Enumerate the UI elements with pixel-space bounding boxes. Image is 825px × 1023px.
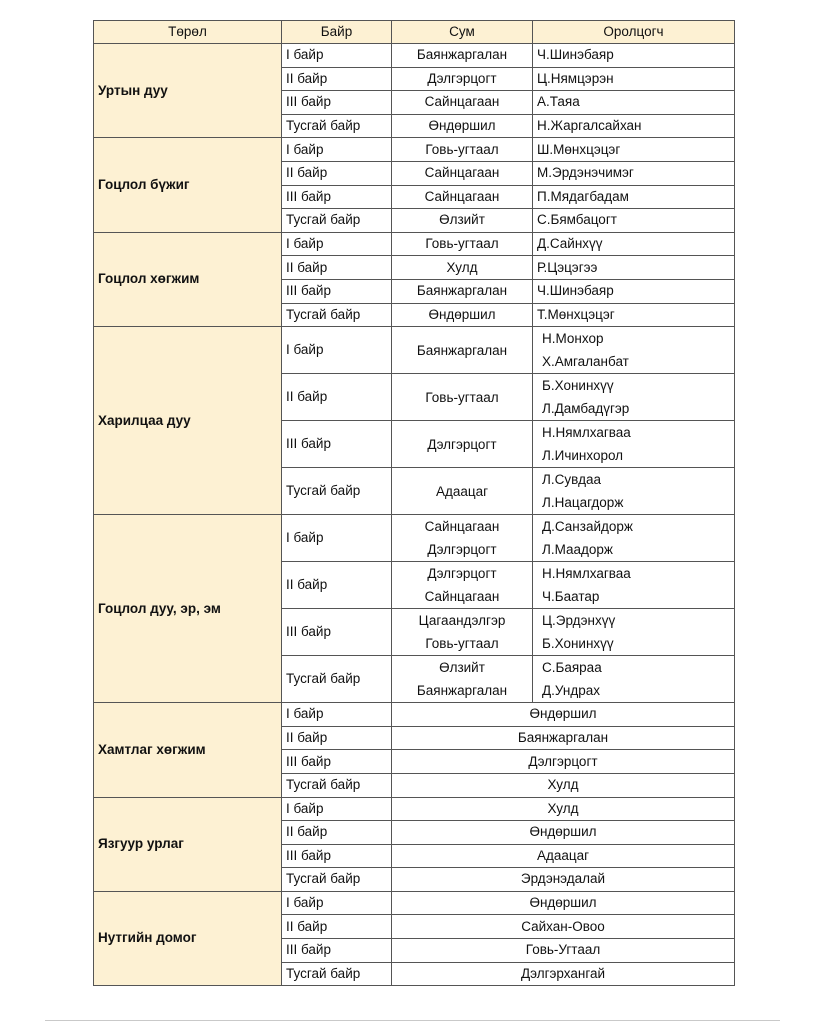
part-stack <box>537 609 730 655</box>
results-body <box>94 44 735 986</box>
sum-stack <box>396 468 528 514</box>
participant-cell: М.Эрдэнэчимэг <box>533 161 735 185</box>
participant-line: Н.Нямлхагваа <box>542 425 631 441</box>
sum-cell: Баянжаргалан <box>392 279 533 303</box>
sum-cell <box>392 609 533 656</box>
sum-line: Өлзийт <box>439 660 485 676</box>
header-category: Төрөл <box>94 21 282 44</box>
place-cell: Тусгай байр <box>282 656 392 703</box>
category-cell: Гоцлол дуу, эр, эм <box>94 515 282 703</box>
participant-cell <box>533 609 735 656</box>
sum-cell <box>392 374 533 421</box>
sum-cell <box>392 468 533 515</box>
place-cell: I байр <box>282 797 392 821</box>
place-cell: Тусгай байр <box>282 209 392 233</box>
sum-stack <box>396 374 528 420</box>
sum-line: Сайнцагаан <box>424 519 500 535</box>
sum-cell: Хулд <box>392 256 533 280</box>
merged-sum-cell: Хулд <box>392 797 735 821</box>
sum-line: Дэлгэрцогт <box>427 566 497 582</box>
part-stack <box>537 374 730 420</box>
place-cell: I байр <box>282 327 392 374</box>
participant-cell <box>533 374 735 421</box>
category-cell: Нутгийн домог <box>94 891 282 985</box>
table-row <box>94 327 735 374</box>
participant-cell: Т.Мөнхцэцэг <box>533 303 735 327</box>
sum-stack <box>396 421 528 467</box>
table-row <box>94 703 735 727</box>
place-cell: I байр <box>282 703 392 727</box>
merged-sum-cell: Сайхан-Овоо <box>392 915 735 939</box>
category-cell: Уртын дуу <box>94 44 282 138</box>
table-row <box>94 515 735 562</box>
place-cell: II байр <box>282 161 392 185</box>
place-cell: I байр <box>282 44 392 68</box>
participant-cell <box>533 327 735 374</box>
sum-line: Адаацаг <box>435 483 489 499</box>
merged-sum-cell: Адаацаг <box>392 844 735 868</box>
sum-line: Говь-угтаал <box>425 636 499 652</box>
place-cell: I байр <box>282 232 392 256</box>
sum-stack <box>396 515 528 561</box>
sum-line: Дэлгэрцогт <box>427 436 497 452</box>
participant-cell: Д.Сайнхүү <box>533 232 735 256</box>
participant-line: Н.Нямлхагваа <box>542 566 631 582</box>
category-cell: Язгуур урлаг <box>94 797 282 891</box>
participant-cell <box>533 656 735 703</box>
participant-cell <box>533 515 735 562</box>
sum-cell: Говь-угтаал <box>392 138 533 162</box>
participant-cell: Ш.Мөнхцэцэг <box>533 138 735 162</box>
place-cell: III байр <box>282 421 392 468</box>
place-cell: II байр <box>282 562 392 609</box>
participant-cell <box>533 421 735 468</box>
place-cell: I байр <box>282 138 392 162</box>
merged-sum-cell: Өндөршил <box>392 703 735 727</box>
category-cell: Гоцлол бүжиг <box>94 138 282 232</box>
table-row <box>94 44 735 68</box>
sum-cell <box>392 562 533 609</box>
place-cell: III байр <box>282 279 392 303</box>
part-stack <box>537 656 730 702</box>
category-cell: Хамтлаг хөгжим <box>94 703 282 797</box>
part-stack <box>537 421 730 467</box>
place-cell: Тусгай байр <box>282 962 392 986</box>
participant-line: Л.Маадорж <box>542 542 613 558</box>
place-cell: II байр <box>282 915 392 939</box>
sum-stack <box>396 656 528 702</box>
category-cell: Харилцаа дуу <box>94 327 282 515</box>
sum-stack <box>396 609 528 655</box>
merged-sum-cell: Дэлгэрцогт <box>392 750 735 774</box>
participant-line: С.Баяраа <box>542 660 602 676</box>
category-cell: Гоцлол хөгжим <box>94 232 282 326</box>
sum-cell: Дэлгэрцогт <box>392 67 533 91</box>
part-stack <box>537 515 730 561</box>
place-cell: III байр <box>282 750 392 774</box>
place-cell: II байр <box>282 726 392 750</box>
place-cell: Тусгай байр <box>282 868 392 892</box>
sum-cell: Говь-угтаал <box>392 232 533 256</box>
header-row <box>94 21 735 44</box>
place-cell: II байр <box>282 67 392 91</box>
sum-cell: Өндөршил <box>392 114 533 138</box>
participant-line: Д.Ундрах <box>542 683 600 699</box>
place-cell: Тусгай байр <box>282 114 392 138</box>
sum-line: Сайнцагаан <box>424 589 500 605</box>
participant-line: Х.Амгаланбат <box>542 354 629 370</box>
sum-cell <box>392 327 533 374</box>
place-cell: Тусгай байр <box>282 773 392 797</box>
place-cell: III байр <box>282 844 392 868</box>
sum-cell: Баянжаргалан <box>392 44 533 68</box>
participant-line: Л.Сувдаа <box>542 472 602 488</box>
participant-cell <box>533 562 735 609</box>
merged-sum-cell: Өндөршил <box>392 891 735 915</box>
place-cell: III байр <box>282 185 392 209</box>
place-cell: I байр <box>282 891 392 915</box>
place-cell: II байр <box>282 374 392 421</box>
merged-sum-cell: Баянжаргалан <box>392 726 735 750</box>
sum-cell: Өлзийт <box>392 209 533 233</box>
place-cell: Тусгай байр <box>282 468 392 515</box>
sum-cell <box>392 656 533 703</box>
participant-cell: А.Таяа <box>533 91 735 115</box>
participant-line: Л.Ичинхорол <box>542 448 624 464</box>
sum-stack <box>396 327 528 373</box>
participant-cell: Н.Жаргалсайхан <box>533 114 735 138</box>
participant-line: Н.Монхор <box>542 331 604 347</box>
sum-cell: Сайнцагаан <box>392 185 533 209</box>
participant-cell: С.Бямбацогт <box>533 209 735 233</box>
participant-line: Ц.Эрдэнхүү <box>542 613 616 629</box>
participant-cell: П.Мядагбадам <box>533 185 735 209</box>
place-cell: Тусгай байр <box>282 303 392 327</box>
sum-cell <box>392 515 533 562</box>
sum-line: Цагаандэлгэр <box>418 613 506 629</box>
sum-cell: Өндөршил <box>392 303 533 327</box>
participant-cell: Ч.Шинэбаяр <box>533 279 735 303</box>
sum-cell: Сайнцагаан <box>392 161 533 185</box>
sum-cell <box>392 421 533 468</box>
part-stack <box>537 327 730 373</box>
table-row <box>94 138 735 162</box>
table-row <box>94 891 735 915</box>
part-stack <box>537 468 730 514</box>
header-participant: Оролцогч <box>533 21 735 44</box>
merged-sum-cell: Өндөршил <box>392 821 735 845</box>
sum-cell: Сайнцагаан <box>392 91 533 115</box>
participant-line: Л.Дамбадүгэр <box>542 401 630 417</box>
participant-cell <box>533 468 735 515</box>
header-place: Байр <box>282 21 392 44</box>
participant-cell: Ч.Шинэбаяр <box>533 44 735 68</box>
place-cell: III байр <box>282 939 392 963</box>
participant-line: Л.Нацагдорж <box>542 495 624 511</box>
sum-line: Дэлгэрцогт <box>427 542 497 558</box>
participant-cell: Р.Цэцэгээ <box>533 256 735 280</box>
participant-line: Б.Хонинхүү <box>542 636 614 652</box>
participant-cell: Ц.Нямцэрэн <box>533 67 735 91</box>
participant-line: Д.Санзайдорж <box>542 519 633 535</box>
place-cell: I байр <box>282 515 392 562</box>
place-cell: III байр <box>282 609 392 656</box>
merged-sum-cell: Хулд <box>392 773 735 797</box>
merged-sum-cell: Дэлгэрхангай <box>392 962 735 986</box>
place-cell: III байр <box>282 91 392 115</box>
participant-line: Б.Хонинхүү <box>542 378 614 394</box>
page-divider <box>45 1020 780 1021</box>
table-row <box>94 232 735 256</box>
place-cell: II байр <box>282 256 392 280</box>
table-row <box>94 797 735 821</box>
sum-stack <box>396 562 528 608</box>
place-cell: II байр <box>282 821 392 845</box>
header-sum: Сум <box>392 21 533 44</box>
part-stack <box>537 562 730 608</box>
results-table <box>93 20 735 986</box>
sum-line: Говь-угтаал <box>425 389 499 405</box>
merged-sum-cell: Говь-Угтаал <box>392 939 735 963</box>
participant-line: Ч.Баатар <box>542 589 600 605</box>
merged-sum-cell: Эрдэнэдалай <box>392 868 735 892</box>
sum-line: Баянжаргалан <box>416 342 508 358</box>
sum-line: Баянжаргалан <box>416 683 508 699</box>
